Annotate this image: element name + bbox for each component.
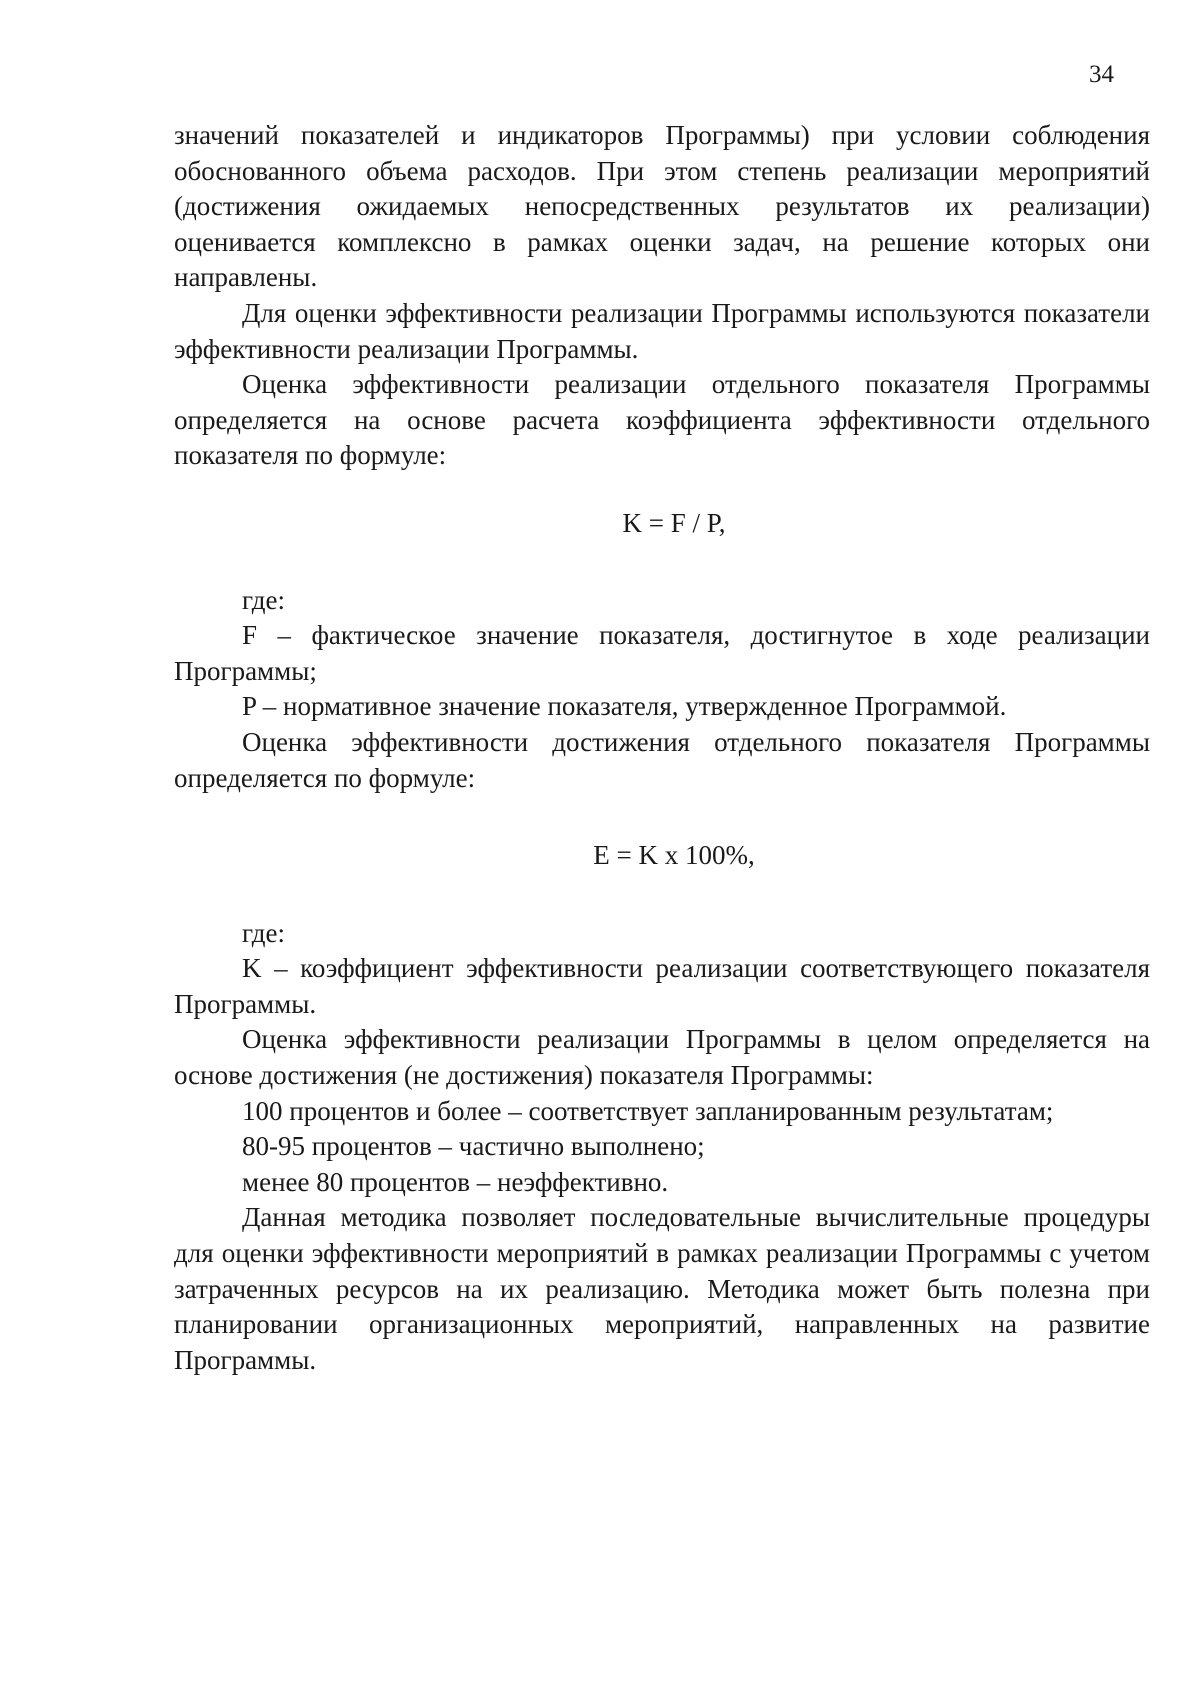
definition-f: F – фактическое значение показателя, достигнутое в ходе реализации Программы;: [174, 620, 1150, 686]
formula-efficiency: E = K x 100%,: [593, 840, 755, 871]
paragraph-indicators: Для оценки эффективности реализации Программы используются показатели эффективности реализации Программы.: [174, 297, 1150, 364]
level-ineffective: менее 80 процентов – неэффективно.: [242, 1166, 669, 1197]
paragraph-achievement: Оценка эффективности достижения отдельного показателя Программы определяется по формуле:: [174, 726, 1150, 793]
paragraph-overall: Оценка эффективности реализации Программы в целом определяется на основе достижения (не достижения) показателя Программы:: [174, 1024, 1150, 1091]
definition-k: K – коэффициент эффективности реализации соответствующего показателя Программы.: [174, 953, 1150, 1019]
document-body: [174, 118, 1150, 1378]
where-label: где:: [242, 584, 285, 615]
paragraph-single-indicator: Оценка эффективности реализации отдельного показателя Программы определяется на основе расчета коэффициента эффективности отдельного показателя по формуле:: [174, 369, 1150, 471]
level-full: 100 процентов и более – соответствует запланированным результатам;: [242, 1095, 1054, 1126]
definition-p: P – нормативное значение показателя, утвержденное Программой.: [242, 691, 1007, 722]
formula-coefficient: K = F / P,: [622, 507, 726, 538]
where-label: где:: [242, 917, 285, 948]
page-number: 34: [1089, 61, 1114, 88]
level-partial: 80-95 процентов – частично выполнено;: [242, 1131, 705, 1162]
paragraph-methodology: Данная методика позволяет последовательные вычислительные процедуры для оценки эффективности мероприятий в рамках реализации Программы с учетом затраченных ресурсов на их реализацию. Методика может быть полезна при планировании организационных мероприятий, направленных на развитие Программы.: [174, 1202, 1150, 1375]
paragraph-continuation: значений показателей и индикаторов Программы) при условии соблюдения обоснованного объема расходов. При этом степень реализации мероприятий (достижения ожидаемых непосредственных результатов их реализации) оценивается комплексно в рамках оценки задач, на решение которых они направлены.: [174, 120, 1150, 293]
